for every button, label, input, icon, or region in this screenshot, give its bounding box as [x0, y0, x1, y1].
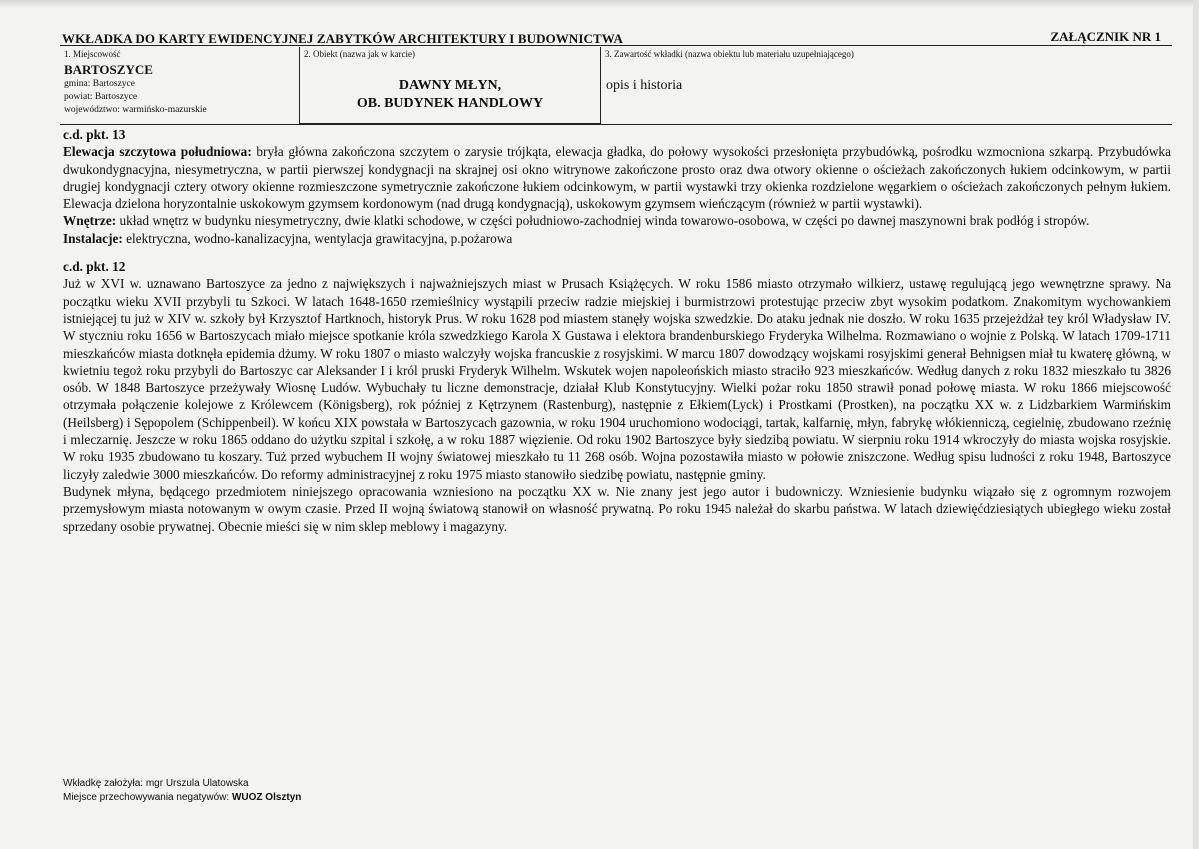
facade-text: bryła główna zakończona szczytem o zarysie trójkąta, elewacja gładka, do połowy wysokości przesłonięta przybudówką, pośrodku wzmocniona szkarpą. Przybudówka dwukondygnacyjna, niesymetryczna, w partii pierwszej kondygnacji na skrajnej osi okno witrynowe zakończone prosto oraz dwa otwory okienne o ościeżach zakończonych łukiem odcinkowym, w partii drugiej kondygnacji cztery otwory okienne rozmieszczone symetrycznie zakończone łukiem odcinkowym, w partii wystawki trzy okienka rozdzielone węgarkiem o ościeżach zakończonych pełnym łukiem. Elewacja dzielona horyzontalnie uskokowym gzymsem kordonowym (nad drugą kondygnacją), uskokowym gzymsem wieńczącym (również w partii wystawki). [63, 144, 1171, 212]
interior-paragraph [63, 212, 1171, 229]
footer-author: mgr Urszula Ulatowska [145, 778, 249, 789]
history-paragraph: Już w XVI w. uznawano Bartoszyce za jedno z największych i najważniejszych miast w Prusach Książęcych. W roku 1586 miasto otrzymało wilkierz, ustawę regulującą jego wewnętrzne sprawy. Na początku wieku XVII przybyli tu Szkoci. W latach 1648-1650 rzemieślnicy wystąpili przeciw radzie miejskiej i burmistrzowi protestując przeciw zbyt wysokim podatkom. Znakomitym wychowankiem istniejącej tu już w XIV w. szkoły był Krzysztof Hartknoch, historyk Prus. W roku 1628 pod miastem stanęły wojska szwedzkie. Do ataku jednak nie doszło. W roku 1635 przejeżdżał tey król Władysław IV. W styczniu roku 1656 w Bartoszycach miało miejsce spotkanie króla szwedzkiego Karola X Gustawa i elektora brandenburskiego Fryderyka Wilhelma. Rozmawiano o wojnie z Polską. W latach 1709-1711 mieszkańców miasta dotknęła epidemia dżumy. W roku 1807 o miasto walczyły wojska francuskie z rosyjskimi. W marcu 1807 dowodzący wojskami rosyjskimi generał Behnigsen miał tu kwaterę główną, w kwietniu tegoż roku przybyli do Bartoszyc car Aleksander I i król pruski Fryderyk Wilhelm. Wskutek wojen napoleońskich miasto straciło 923 mieszkańców. Według danych z roku 1832 mieszkało tu 3826 osób. W 1848 Bartoszyce przeżywały Wiosnę Ludów. Wybuchały tu liczne demonstracje, działał Klub Konstytucyjny. Wielki pożar roku 1850 strawił ponad połowę miasta. W roku 1866 miejscowość otrzymała połączenie kolejowe z Królewcem (Königsberg), rok później z Kętrzynem (Rastenburg), następnie z Ełkiem(Lyck) i Prostkami (Prostken), na początku XX w. z Lidzbarkiem Warmińskim (Heilsberg) i Sępopolem (Schippenbeil). W końcu XIX powstała w Bartoszycach gazownia, w roku 1904 uruchomiono wodociągi, tartak, kalfarnię, młyn, fabrykę włókienniczą, cegielnię, zbudowano rzeźnię i mleczarnię. Jeszcze w roku 1865 oddano do użytku szpital i szkołę, a w roku 1887 więzienie. Od roku 1902 Bartoszyce były siedzibą powiatu. W sierpniu roku 1914 wkroczyły do miasta wojska rosyjskie. W roku 1935 zbudowano tu koszary. Tuż przed wybuchem II wojny światowej mieszkało tu 11 268 osób. Wojna pozostawiła miasto w połowie zniszczone. Według spisu ludności z roku 1948, Bartoszyce liczyły zaledwie 3000 mieszkańców. Do reformy administracyjnej z roku 1975 miasto stanowiło siedzibę powiatu, następnie gminy. [63, 276, 1171, 482]
document-body [63, 126, 1171, 535]
content-value: opis i historia [606, 78, 683, 93]
header-rule [60, 45, 1172, 46]
annex-number: ZAŁĄCZNIK NR 1 [1050, 29, 1161, 44]
location-cell [60, 47, 299, 124]
section-13-heading: c.d. pkt. 13 [63, 127, 126, 142]
footer-negatives-label: Miejsce przechowywania negatywów: [63, 792, 232, 803]
section-gap [63, 247, 1171, 258]
footer-author-line [63, 777, 301, 791]
mill-history-paragraph: Budynek młyna, będącego przedmiotem niniejszego opracowania wzniesiono na początku XX w. Nie znany jest jego autor i budowniczy. Wzniesienie budynku wiązało się z ogromnym rozwojem przemysłowym miasta notowanym w owym czasie. Przed II wojną światową stanowił on własność prywatną. Po roku 1945 należał do skarbu państwa. W latach dziewięćdziesiątych ubiegłego wieku został sprzedany osobie prywatnej. Obecnie mieści się w nim sklep meblowy i magazyny. [63, 483, 1171, 534]
installations-text: elektryczna, wodno-kanalizacyjna, wentylacja grawitacyjna, p.pożarowa [122, 230, 513, 246]
footer-author-label: Wkładkę założyła: [63, 778, 146, 789]
content-caption: 3. Zawartość wkładki (nazwa obiektu lub materiału uzupełniającego) [605, 49, 854, 59]
object-name-line1: DAWNY MŁYN, [398, 78, 502, 93]
scan-edge-right [1193, 0, 1199, 849]
location-name: BARTOSZYCE [64, 62, 153, 77]
location-commune: gmina: Bartoszyce [64, 79, 135, 89]
object-caption: 2. Obiekt (nazwa jak w karcie) [304, 49, 415, 59]
location-province: województwo: warmińsko-mazurskie [64, 105, 207, 115]
section-12-heading: c.d. pkt. 12 [63, 259, 126, 275]
object-cell [299, 47, 601, 124]
installations-label: Instalacje: [63, 230, 123, 246]
facade-label: Elewacja szczytowa południowa: [63, 144, 252, 160]
header-grid-bottom-rule [60, 124, 1172, 125]
facade-paragraph [63, 143, 1171, 212]
form-title: WKŁADKA DO KARTY EWIDENCYJNEJ ZABYTKÓW ARCHITEKTURY I BUDOWNICTWA [62, 31, 623, 46]
footer-negatives-line [63, 791, 301, 805]
footer [63, 777, 301, 805]
footer-negatives: WUOZ Olsztyn [231, 792, 302, 803]
installations-paragraph [63, 230, 1171, 247]
content-cell [601, 47, 1172, 124]
scan-edge-top [0, 0, 1199, 8]
location-county: powiat: Bartoszyce [64, 92, 138, 102]
interior-label: Wnętrze: [63, 213, 117, 229]
interior-text: układ wnętrz w budynku niesymetryczny, dwie klatki schodowe, w części południowo-zachodniej winda towarowo-osobowa, w części po dawnej maszynowni brak podłóg i stropów. [116, 213, 1090, 229]
location-caption: 1. Miejscowość [64, 49, 121, 59]
object-name-line2: OB. BUDYNEK HANDLOWY [356, 96, 544, 111]
